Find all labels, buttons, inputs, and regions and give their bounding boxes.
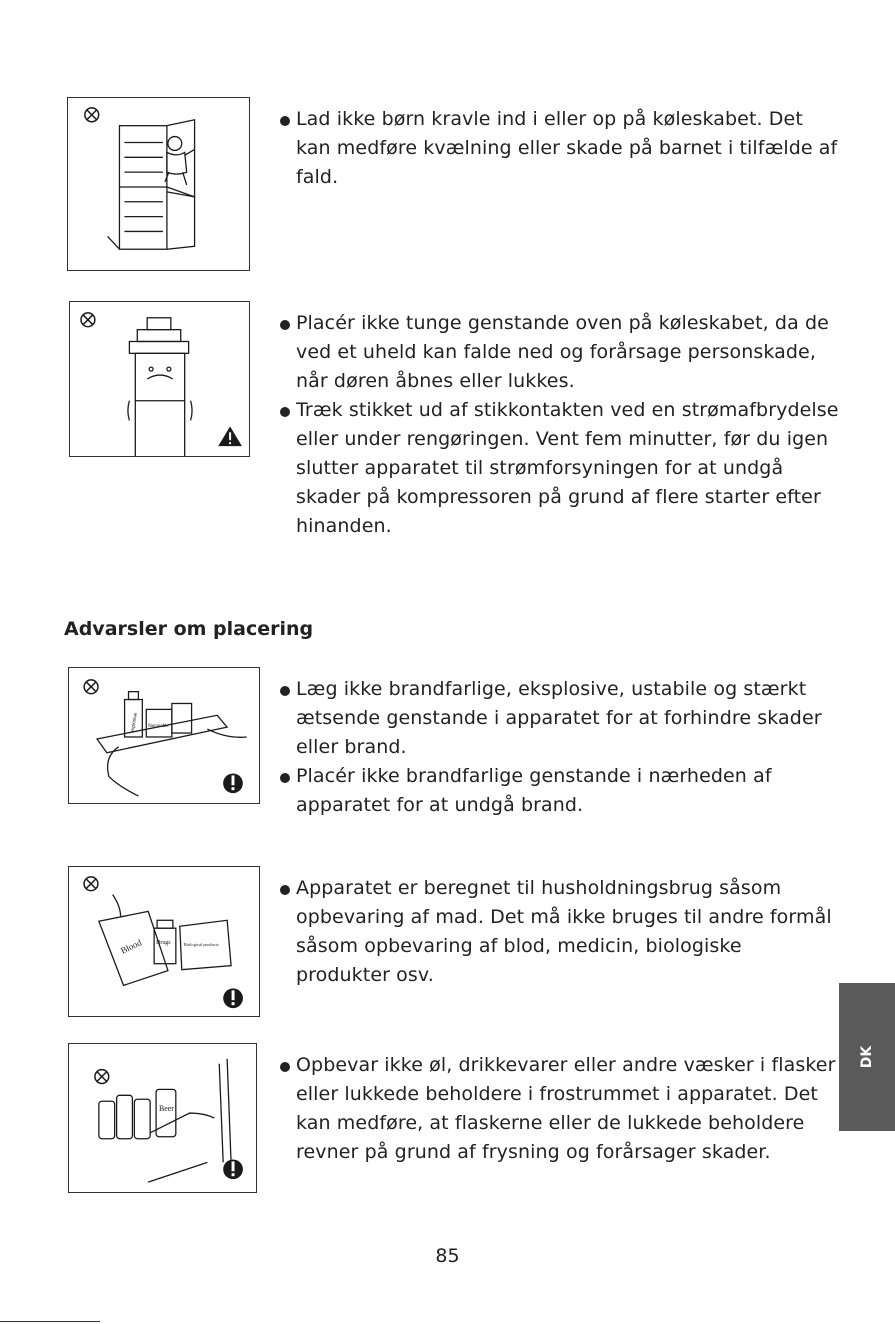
warning-triangle-icon — [218, 426, 242, 446]
bullet-item: Opbevar ikke øl, drikkevarer eller andre væsker i flasker eller lukkede beholdere i frostrummet i apparatet. Det kan medføre, at flaskerne eller de lukkede beholdere revner på grund af frysning og forårsager skader. — [280, 1051, 840, 1167]
prohibited-icon — [84, 877, 98, 891]
figure-storage-misuse — [68, 866, 260, 1017]
heavy-objects-illustration — [70, 302, 249, 456]
figure-flammable-items — [68, 667, 260, 804]
figure-heavy-objects — [69, 301, 250, 457]
bullet-list-heavy-objects — [280, 309, 840, 541]
bullet-item: Lad ikke børn kravle ind i eller op på køleskabet. Det kan medføre kvælning eller skade på barnet i tilfælde af fald. — [280, 105, 840, 192]
flammable-items-illustration — [69, 668, 259, 803]
exclamation-icon — [223, 773, 243, 793]
bottles-freezer-illustration — [69, 1044, 256, 1192]
page-number: 85 — [435, 1245, 460, 1267]
figure-bottles-freezer — [68, 1043, 257, 1193]
exclamation-icon — [223, 988, 243, 1008]
beer-can-label: Beer — [159, 1104, 174, 1114]
bullet-item: Træk stikket ud af stikkontakten ved en strømafbrydelse eller under rengøringen. Vent fem minutter, før du igen slutter apparatet til strømforsyningen for at undgå skader på kompressoren på grund af flere starter efter hinanden. — [280, 396, 840, 541]
bullet-item: Apparatet er beregnet til husholdningsbrug såsom opbevaring af mad. Det må ikke bruges til andre formål såsom opbevaring af blod, medicin, biologiske produkter osv. — [280, 874, 840, 990]
exclamation-icon — [223, 1159, 243, 1179]
footnote-divider — [0, 1321, 100, 1322]
child-climbing-illustration — [68, 98, 249, 270]
language-tab-label: DK — [858, 1045, 875, 1069]
explosive-bottle-label: explosive — [130, 712, 139, 734]
language-tab — [839, 983, 895, 1131]
biological-products-label: Biological products — [183, 941, 219, 947]
figure-child-climbing — [67, 97, 250, 271]
bullet-list-child-safety — [280, 105, 840, 192]
bullet-item: Placér ikke brandfarlige genstande i nærheden af apparatet for at undgå brand. — [280, 762, 840, 820]
jar-label: flammable — [148, 723, 169, 729]
bullet-list-flammable — [280, 675, 840, 820]
blood-bag-label: Blood — [119, 937, 144, 956]
bullet-item: Placér ikke tunge genstande oven på køleskabet, da de ved et uheld kan falde ned og forårsage personskade, når døren åbnes eller lukkes. — [280, 309, 840, 396]
prohibited-icon — [95, 1070, 109, 1084]
storage-misuse-illustration — [69, 867, 259, 1016]
bullet-item: Læg ikke brandfarlige, eksplosive, ustabile og stærkt ætsende genstande i apparatet for at forhindre skader eller brand. — [280, 675, 840, 762]
prohibited-icon — [84, 680, 98, 694]
section-heading: Advarsler om placering — [64, 618, 314, 640]
prohibited-icon — [81, 313, 95, 327]
bullet-list-household-use — [280, 874, 840, 990]
prohibited-icon — [85, 108, 99, 122]
bullet-list-bottles — [280, 1051, 840, 1167]
drugs-bottle-label: Drugs — [156, 939, 171, 946]
